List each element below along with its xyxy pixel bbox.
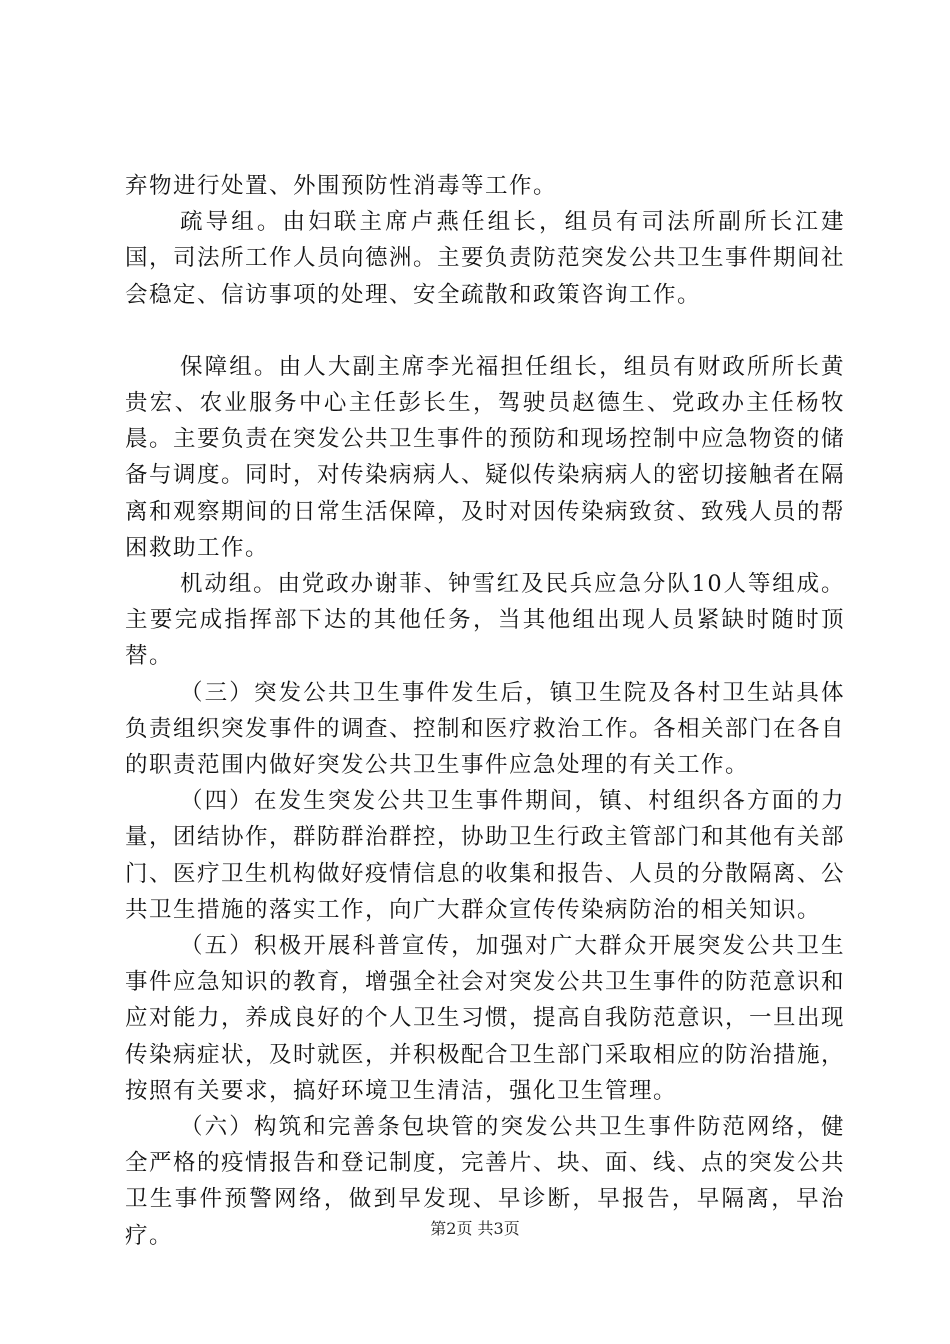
paragraph-item-four: （四）在发生突发公共卫生事件期间，镇、村组织各方面的力量，团结协作，群防群治群控，协助卫生行政主管部门和其他有关部门、医疗卫生机构做好疫情信息的收集和报告、人员的分散隔离、公共卫生措施的落实工作，向广大群众宣传传染病防治的相关知识。: [125, 788, 846, 923]
paragraph-mobile-group: 机动组。由党政办谢菲、钟雪红及民兵应急分队10人等组成。主要完成指挥部下达的其他任务，当其他组出现人员紧缺时随时顶替。: [125, 571, 845, 670]
paragraph-item-three: （三）突发公共卫生事件发生后，镇卫生院及各村卫生站具体负责组织突发事件的调查、控制和医疗救治工作。各相关部门在各自的职责范围内做好突发公共卫生事件应急处理的有关工作。: [125, 679, 846, 779]
paragraph-item-five: （五）积极开展科普宣传，加强对广大群众开展突发公共卫生事件应急知识的教育，增强全社会对突发公共卫生事件的防范意识和应对能力，养成良好的个人卫生习惯，提高自我防范意识，一旦出现传染病症状，及时就医，并积极配合卫生部门采取相应的防治措施，按照有关要求，搞好环境卫生清洁，强化卫生管理。: [125, 933, 846, 1104]
paragraph-guidance-group: 疏导组。由妇联主席卢燕任组长，组员有司法所副所长江建国，司法所工作人员向德洲。主要负责防范突发公共卫生事件期间社会稳定、信访事项的处理、安全疏散和政策咨询工作。: [125, 209, 846, 308]
document-body: [125, 168, 845, 1254]
paragraph-support-group: 保障组。由人大副主席李光福担任组长，组员有财政所所长黄贵宏、农业服务中心主任彭长生，驾驶员赵德生、党政办主任杨牧晨。主要负责在突发公共卫生事件的预防和现场控制中应急物资的储备与调度。同时，对传染病病人、疑似传染病病人的密切接触者在隔离和观察期间的日常生活保障，及时对因传染病致贫、致残人员的帮困救助工作。: [125, 353, 846, 561]
paragraph-continuation: 弃物进行处置、外围预防性消毒等工作。: [125, 173, 558, 199]
paragraph-spacer: [125, 313, 845, 349]
page-number-footer: 第2页 共3页: [430, 1219, 520, 1238]
paragraph-item-six: （六）构筑和完善条包块管的突发公共卫生事件防范网络，健全严格的疫情报告和登记制度，完善片、块、面、线、点的突发公共卫生事件预警网络，做到早发现、早诊断，早报告，早隔离，早治疗。: [125, 1114, 846, 1249]
